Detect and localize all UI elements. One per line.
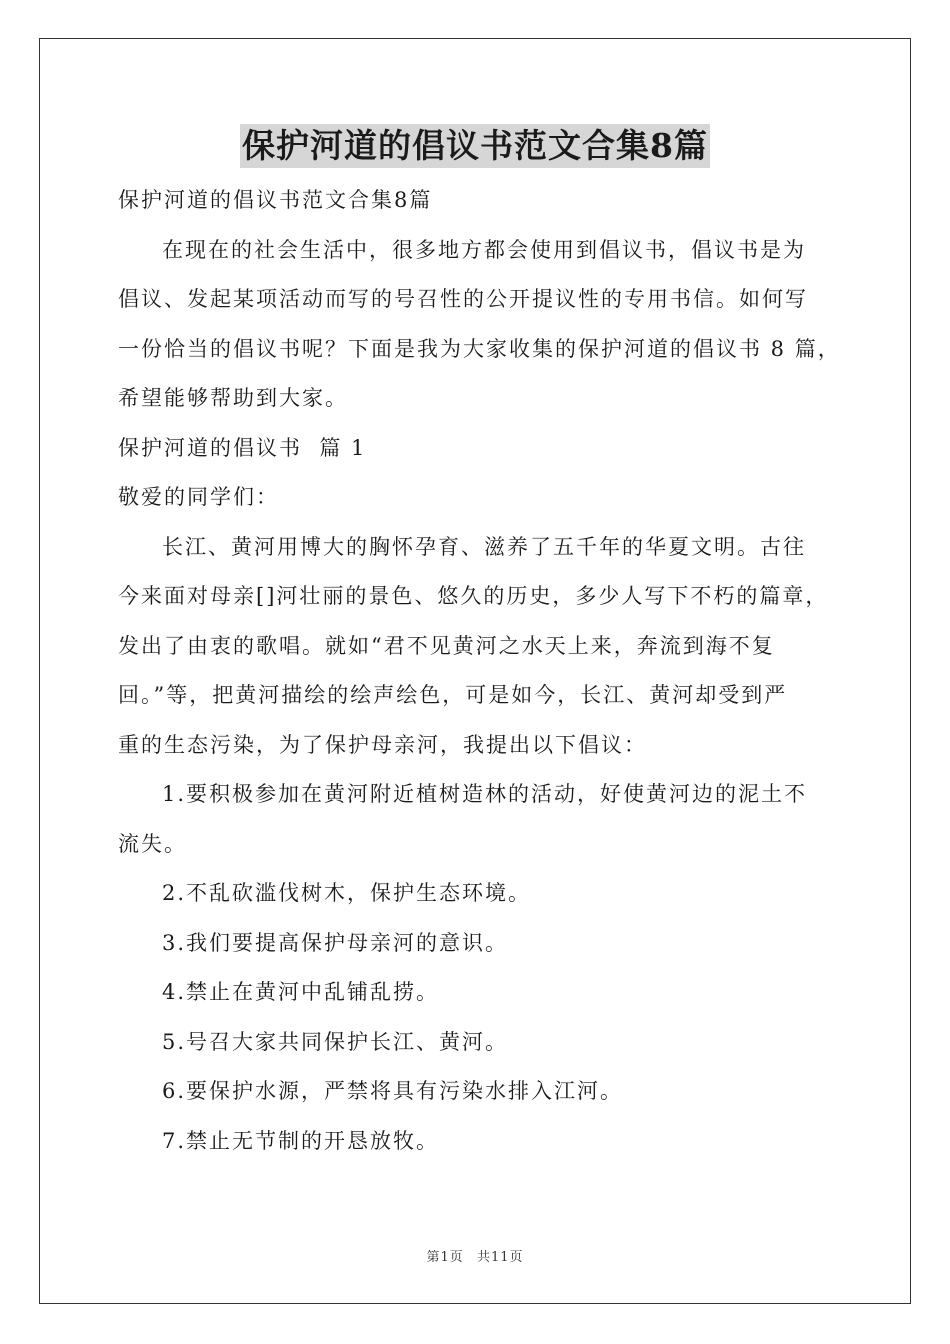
document-title: 保护河道的倡议书范文合集8篇 bbox=[240, 124, 710, 168]
intro-line: 倡议、发起某项活动而写的号召性的公开提议性的专用书信。如何写 bbox=[118, 287, 808, 311]
body-line: 长江、黄河用博大的胸怀孕育、滋养了五千年的华夏文明。古往 bbox=[162, 534, 806, 559]
page-number: 第1页 bbox=[426, 1250, 464, 1265]
document-subtitle: 保护河道的倡议书范文合集8篇 bbox=[118, 188, 433, 212]
body-line: 今来面对母亲[]河壮丽的景色、悠久的历史，多少人写下不朽的篇章， bbox=[118, 584, 829, 608]
list-item: 3.我们要提高保护母亲河的意识。 bbox=[162, 930, 509, 955]
body-line: 回。”等，把黄河描绘的绘声绘色，可是如今，长江、黄河却受到严 bbox=[118, 683, 788, 707]
body-line: 重的生态污染，为了保护母亲河，我提出以下倡议： bbox=[118, 732, 647, 757]
intro-line: 希望能够帮助到大家。 bbox=[118, 386, 348, 410]
list-item: 6.要保护水源，严禁将具有污染水排入江河。 bbox=[162, 1079, 624, 1103]
title-container bbox=[0, 124, 950, 168]
section-heading: 保护河道的倡议书 篇 1 bbox=[118, 435, 367, 460]
intro-line: 在现在的社会生活中，很多地方都会使用到倡议书，倡议书是为 bbox=[162, 237, 806, 262]
list-item: 流失。 bbox=[118, 831, 187, 856]
intro-line: 一份恰当的倡议书呢？下面是我为大家收集的保护河道的倡议书 8 篇， bbox=[118, 336, 841, 361]
list-item: 1.要积极参加在黄河附近植树造林的活动，好使黄河边的泥土不 bbox=[162, 782, 808, 806]
list-item: 2.不乱砍滥伐树木，保护生态环境。 bbox=[162, 881, 532, 905]
salutation: 敬爱的同学们： bbox=[118, 485, 279, 509]
page-total: 共11页 bbox=[476, 1250, 524, 1265]
body-line: 发出了由衷的歌唱。就如“君不见黄河之水天上来，奔流到海不复 bbox=[118, 633, 775, 658]
list-item: 5.号召大家共同保护长江、黄河。 bbox=[162, 1029, 509, 1054]
page-footer bbox=[0, 1246, 950, 1265]
list-item: 4.禁止在黄河中乱铺乱捞。 bbox=[162, 980, 440, 1004]
document-body bbox=[118, 176, 841, 1166]
list-item: 7.禁止无节制的开恳放牧。 bbox=[162, 1128, 440, 1153]
